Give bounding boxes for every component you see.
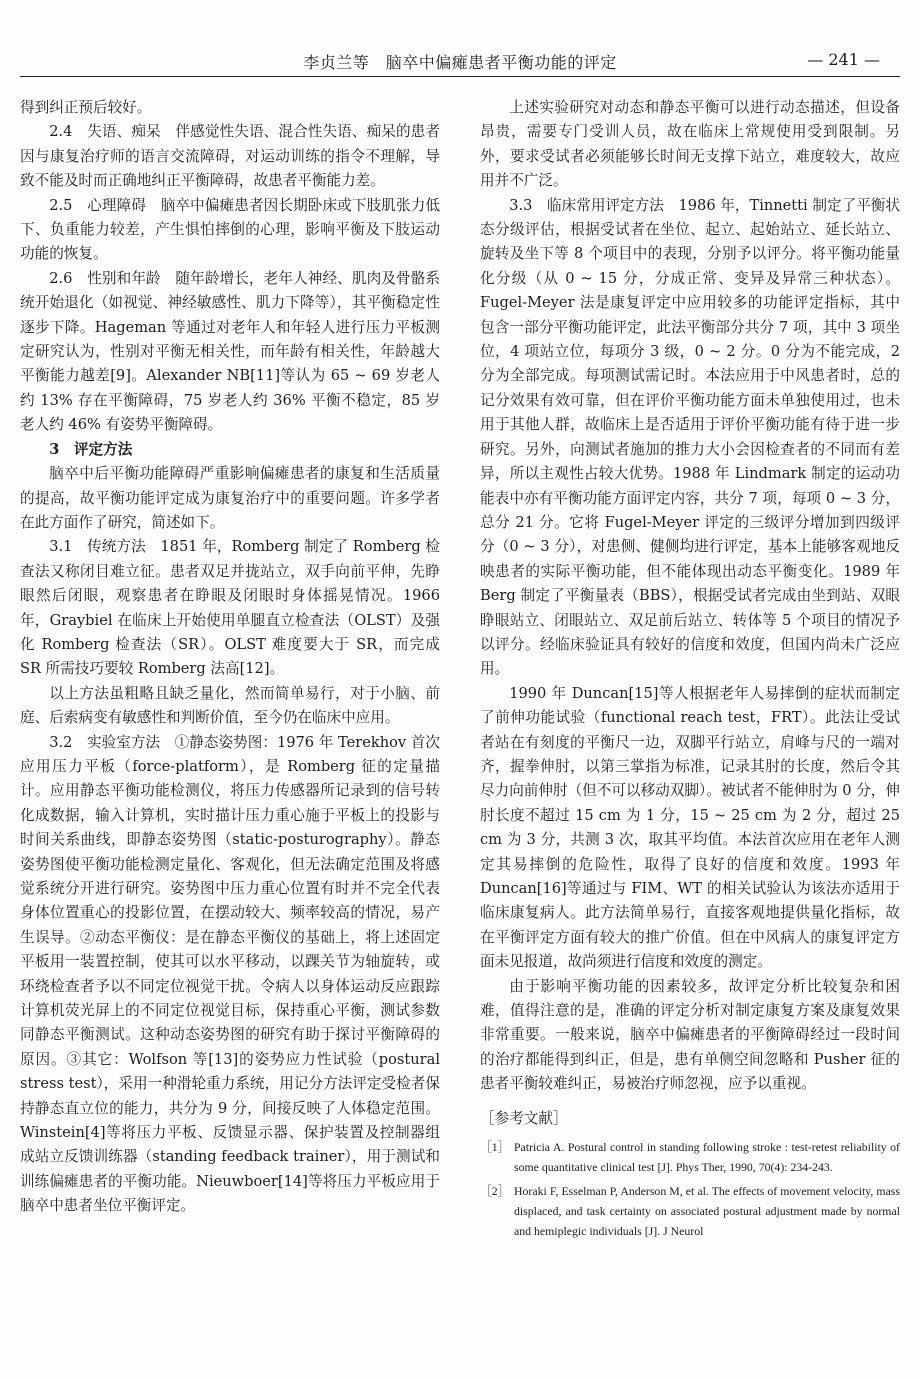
section-heading: 3 评定方法: [49, 440, 133, 458]
reference-number: ［1］: [480, 1140, 510, 1155]
reference-text: Patricia A. Postural control in standing following stroke : test-retest reliability of some quantitative clinical test [J]. Phys Ther, 1990, 70(4): 234-243.: [514, 1140, 900, 1175]
body-paragraph: 3.3 临床常用评定方法 1986 年，Tinnetti 制定了平衡状态分级评估，根据受试者在坐位、起立、起始站立、延长站立、旋转及坐下等 8 个项目中的表现，分别予以评分。将平衡功能量化分级（从 0 ~ 15 分，分成正常、变异及异常三种状态）。Fugel-Meyer 法是康复评定中应用较多的功能评定指标，其中包含一部分平衡功能评定，此法平衡部分共分 7 项，其中 3 项坐位，4 项站立位，每项分 3 级，0 ~ 2 分。0 分为不能完成，2 分为全部完成。每项测试需记时。本法应用于中风患者时，总的记分效果有效可靠，但在评价平衡功能方面未单独使用过，也未用于其他人群，故临床上是否适用于评价平衡功能有待于进一步研究。另外，向测试者施加的推力大小会因检查者的不同而有差异，所以主观性占较大优势。1988 年 Lindmark 制定的运动功能表中亦有平衡功能方面评定内容，共分 7 项，每项 0 ~ 3 分，总分 21 分。它将 Fugel-Meyer 评定的三级评分增加到四级评分（0 ~ 3 分），对患侧、健侧均进行评定，基本上能够客观地反映患者的实际平衡功能，但不能体现出动态平衡变化。1989 年 Berg 制定了平衡量表（BBS），根据受试者完成由坐到站、双眼睁眼站立、闭眼站立、双足前后站立、转体等 5 个项目的情况予以评分。经临床验证具有较好的信度和效度，但国内尚未广泛应用。: [480, 196, 900, 678]
header-title: 李贞兰等 脑卒中偏瘫患者平衡功能的评定: [303, 53, 617, 72]
body-paragraph: 上述实验研究对动态和静态平衡可以进行动态描述，但设备昂贵，需要专门受训人员，故在临床上常规使用受到限制。另外，要求受试者必须能够长时间无支撑下站立，难度较大，故应用并不广泛。: [480, 99, 900, 190]
reference-item: [480, 1137, 900, 1177]
body-paragraph: 2.6 性别和年龄 随年龄增长，老年人神经、肌肉及骨骼系统开始退化（如视觉、神经敏感性、肌力下降等），其平衡稳定性逐步下降。Hageman 等通过对老年人和年轻人进行压力平板测定研究认为，性别对平衡无相关性，而年龄有相关性，年龄越大平衡能力越差[9]。Alexander NB[11]等认为 65 ~ 69 岁老人约 13% 存在平衡障碍，75 岁老人约 36% 平衡不稳定，85 岁老人约 46% 有姿势平衡障碍。: [20, 269, 440, 434]
reference-number: ［2］: [480, 1184, 510, 1199]
body-paragraph: 得到纠正预后较好。: [20, 99, 152, 116]
right-column-body: [480, 96, 900, 1097]
running-header: [20, 42, 900, 77]
reference-item: [480, 1181, 900, 1241]
references-list: [480, 1137, 900, 1241]
left-column: [20, 96, 440, 1368]
body-paragraph: 1990 年 Duncan[15]等人根据老年人易摔倒的症状而制定了前伸功能试验（functional reach test，FRT）。此法让受试者站在有刻度的平衡尺一边，双脚平行站立，肩峰与尺的一端对齐，握拳伸肘，以第三掌指为标准，记录其肘的长度，然后令其尽力向前伸肘（但不可以移动双脚）。被试者不能伸肘为 0 分，伸肘长度不超过 15 cm 为 1 分，15 ~ 25 cm 为 2 分，超过 25 cm 为 3 分，共测 3 次，取其平均值。本法首次应用在老年人测定其易摔倒的危险性，取得了良好的信度和效度。1993 年 Duncan[16]等通过与 FIM、WT 的相关试验认为该法亦适用于临床康复病人。此方法简单易行，直接客观地提供量化指标，故在平衡评定方面有较大的推广价值。但在中风病人的康复评定方面未见报道，故尚须进行信度和效度的测定。: [480, 684, 900, 971]
body-paragraph: 由于影响平衡功能的因素较多，故评定分析比较复杂和困难，值得注意的是，准确的评定分析对制定康复方案及康复效果非常重要。一般来说，脑卒中偏瘫患者的平衡障碍经过一段时间的治疗都能得到纠正，但是，患有单侧空间忽略和 Pusher 征的患者平衡较难纠正，易被治疗师忽视，应予以重视。: [480, 977, 900, 1093]
body-paragraph: 3.1 传统方法 1851 年，Romberg 制定了 Romberg 检查法又称闭目难立征。患者双足并拢站立，双手向前平伸，先睁眼然后闭眼，观察患者在睁眼及闭眼时身体摇晃情况。1966 年，Graybiel 在临床上开始使用单腿直立检查法（OLST）及强化 Romberg 检查法（SR）。OLST 难度要大于 SR，而完成 SR 所需技巧要较 Romberg 法高[12]。: [20, 538, 440, 678]
body-paragraph: 以上方法虽粗略且缺乏量化，然而简单易行，对于小脑、前庭、后索病变有敏感性和判断价值，至今仍在临床中应用。: [20, 684, 440, 727]
references-title: ［参考文献］: [480, 1109, 568, 1127]
body-paragraph: 2.4 失语、痴呆 伴感觉性失语、混合性失语、痴呆的患者因与康复治疗师的语言交流障碍，对运动训练的指令不理解，导致不能及时而正确地纠正平衡障碍，故患者平衡能力差。: [20, 123, 440, 190]
body-paragraph: 2.5 心理障碍 脑卒中偏瘫患者因长期卧床或下肢肌张力低下、负重能力较差，产生惧怕摔倒的心理，影响平衡及下肢运动功能的恢复。: [20, 196, 440, 263]
page-number: — 241 —: [807, 50, 880, 69]
reference-text: Horaki F, Esselman P, Anderson M, et al. The effects of movement velocity, mass displaced, and task certainty on associated postural adjustment made by normal and hemiplegic individuals [J]. J Neurol: [514, 1184, 900, 1239]
body-paragraph: 3.2 实验室方法 ①静态姿势图：1976 年 Terekhov 首次应用压力平板（force-platform），是 Romberg 征的定量描计。应用静态平衡功能检测仪，将压力传感器所记录到的信号转化成数据，输入计算机，实时描计压力重心施于平板上的投影与时间关系曲线，即静态姿势图（static-posturography）。静态姿势图使平衡功能检测定量化、客观化，但无法确定范围及将感觉系统分开进行研究。姿势图中压力重心位置有时并不完全代表身体位置重心的投影位置，在摆动较大、频率较高的情况，易产生误导。②动态平衡仪：是在静态平衡仪的基础上，将上述固定平板用一装置控制，使其可以水平移动，以踝关节为轴旋转，或环绕检查者予以不同定位视觉干扰。令病人以身体运动反应跟踪计算机荧光屏上的不同定位视觉目标，保持重心平衡，测试参数同静态平衡测试。这种动态姿势图的研究有助于探讨平衡障碍的原因。③其它：Wolfson 等[13]的姿势应力性试验（postural stress test），采用一种滑轮重力系统，用记分方法评定受检者保持静态直立位的能力，共分为 9 分，间接反映了人体稳定范围。Winstein[4]等将压力平板、反馈显示器、保护装置及控制器组成站立反馈训练器（standing feedback trainer），用于测试和训练偏瘫患者的平衡功能。Nieuwboer[14]等将压力平板应用于脑卒中患者坐位平衡评定。: [20, 733, 440, 1215]
body-paragraph: 脑卒中后平衡功能障碍严重影响偏瘫患者的康复和生活质量的提高，故平衡功能评定成为康复治疗中的重要问题。许多学者在此方面作了研究，简述如下。: [20, 465, 440, 531]
right-column: [480, 96, 900, 1368]
